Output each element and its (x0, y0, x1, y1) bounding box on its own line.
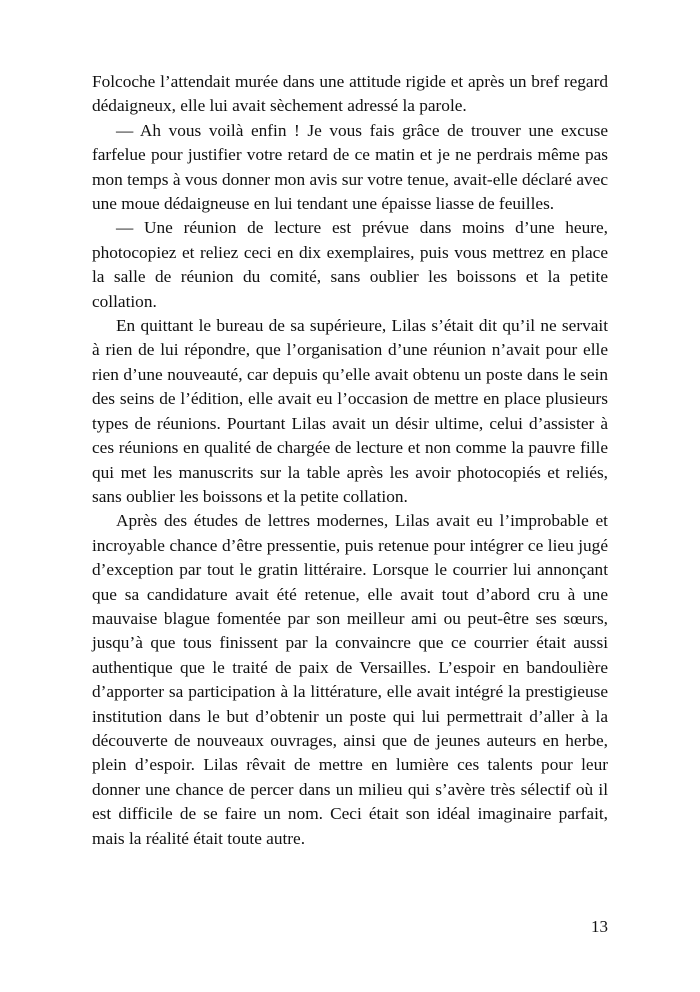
paragraph-2: — Ah vous voilà enfin ! Je vous fais grâce de trouver une excuse farfelue pour justifier votre retard de ce matin et je ne perdrais même pas mon temps à vous donner mon avis sur votre tenue, avait-elle déclaré avec une moue dédaigneuse en lui tendant une épaisse liasse de feuilles. (92, 120, 608, 214)
paragraph-4: En quittant le bureau de sa supérieure, Lilas s’était dit qu’il ne servait à rien de lui répondre, que l’organisation d’une réunion n’avait pour elle rien d’une nouveauté, car depuis qu’elle avait obtenu un poste dans le sein des seins de l’édition, elle avait eu l’occasion de mettre en place plusieurs types de réunions. Pourtant Lilas avait un désir ultime, celui d’assister à ces réunions en qualité de chargée de lecture et non comme la pauvre fille qui met les manuscrits sur la table après les avoir photocopiés et reliés, sans oublier les boissons et la petite collation. (92, 316, 608, 506)
paragraph-3: — Une réunion de lecture est prévue dans moins d’une heure, photocopiez et reliez ceci en dix exemplaires, puis vous mettrez en place la salle de réunion du comité, sans oublier les boissons et la petite collation. (92, 218, 608, 311)
page-text (92, 70, 608, 851)
paragraph-1: Folcoche l’attendait murée dans une attitude rigide et après un bref regard dédaigneux, elle lui avait sèchement adressé la parole. (92, 72, 608, 116)
page-number: 13 (591, 917, 608, 936)
paragraph-5: Après des études de lettres modernes, Lilas avait eu l’improbable et incroyable chance d’être pressentie, puis retenue pour intégrer ce lieu jugé d’exception par tout le gratin littéraire. Lorsque le courrier lui annonçant que sa candidature avait été retenue, elle avait tout d’abord cru à une mauvaise blague fomentée par son meilleur ami ou peut-être ses sœurs, jusqu’à que tous finissent par la convaincre que ce courrier était aussi authentique que le traité de paix de Versailles. L’espoir en bandoulière d’apporter sa participation à la littérature, elle avait intégré la prestigieuse institution dans le but d’obtenir un poste qui lui permettrait d’aller à la découverte de nouveaux ouvrages, ainsi que de jeunes auteurs en herbe, plein d’espoir. Lilas rêvait de mettre en lumière ces talents pour leur donner une chance de percer dans un milieu qui s’avère très sélectif où il est difficile de se faire un nom. Ceci était son idéal imaginaire parfait, mais la réalité était toute autre. (92, 511, 608, 848)
